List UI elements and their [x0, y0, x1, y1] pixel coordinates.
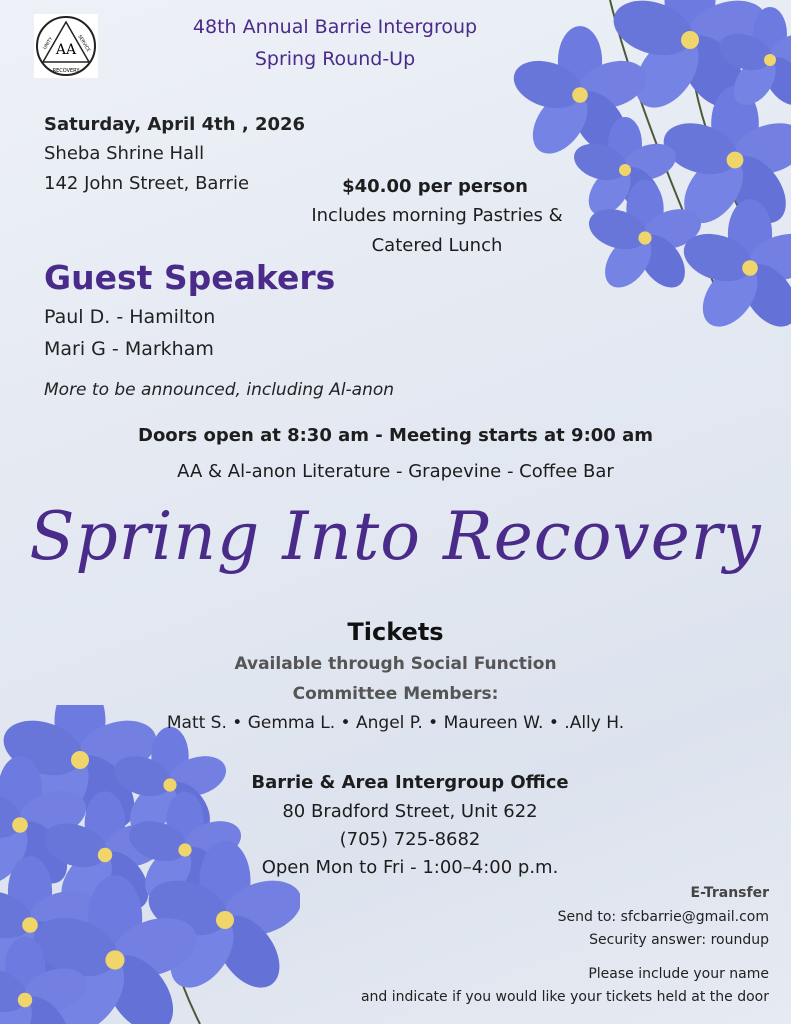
event-date: Saturday, April 4th , 2026 [44, 114, 306, 135]
price-includes-2: Catered Lunch [371, 235, 503, 256]
tickets-members: Matt S. • Gemma L. • Angel P. • Maureen W. • .Ally H. [166, 713, 625, 733]
speaker-item: Paul D. - Hamilton [44, 306, 216, 328]
aa-logo [34, 14, 98, 78]
amenities: AA & Al-anon Literature - Grapevine - Coffee Bar [177, 461, 614, 482]
logo-ring-bottom: RECOVERY [52, 68, 80, 74]
tickets-line-2: Committee Members: [292, 684, 499, 704]
etransfer-security: Security answer: roundup [589, 932, 769, 948]
office-hours: Open Mon to Fri - 1:00–4:00 p.m. [261, 857, 559, 878]
event-venue: Sheba Shrine Hall [44, 143, 205, 164]
flower-cluster-top-right [490, 0, 791, 330]
etransfer-note-2: and indicate if you would like your tickets held at the door [360, 989, 769, 1005]
tickets-heading: Tickets [347, 618, 444, 646]
header-line-2: Spring Round-Up [254, 48, 416, 70]
logo-center-text: AA [55, 42, 77, 58]
etransfer-heading: E-Transfer [690, 885, 769, 901]
logo-ring-right: SERVICE [76, 34, 91, 54]
price-includes-1: Includes morning Pastries & [311, 205, 563, 226]
speakers-heading: Guest Speakers [44, 258, 336, 297]
price-amount: $40.00 per person [342, 176, 528, 197]
speaker-item: Mari G - Markham [44, 338, 214, 360]
event-address: 142 John Street, Barrie [44, 173, 250, 194]
etransfer-note-1: Please include your name [588, 966, 769, 982]
office-name: Barrie & Area Intergroup Office [251, 772, 569, 793]
tickets-line-1: Available through Social Function [234, 654, 557, 674]
header-line-1: 48th Annual Barrie Intergroup [192, 16, 478, 38]
tagline: Spring Into Recovery [29, 498, 762, 575]
logo-ring-left: UNITY [42, 36, 55, 51]
event-times: Doors open at 8:30 am - Meeting starts at 9:00 am [138, 425, 653, 446]
office-address: 80 Bradford Street, Unit 622 [282, 801, 538, 822]
etransfer-send-to: Send to: sfcbarrie@gmail.com [557, 909, 769, 925]
speakers-more: More to be announced, including Al-anon [44, 380, 395, 400]
office-phone: (705) 725-8682 [339, 829, 481, 850]
